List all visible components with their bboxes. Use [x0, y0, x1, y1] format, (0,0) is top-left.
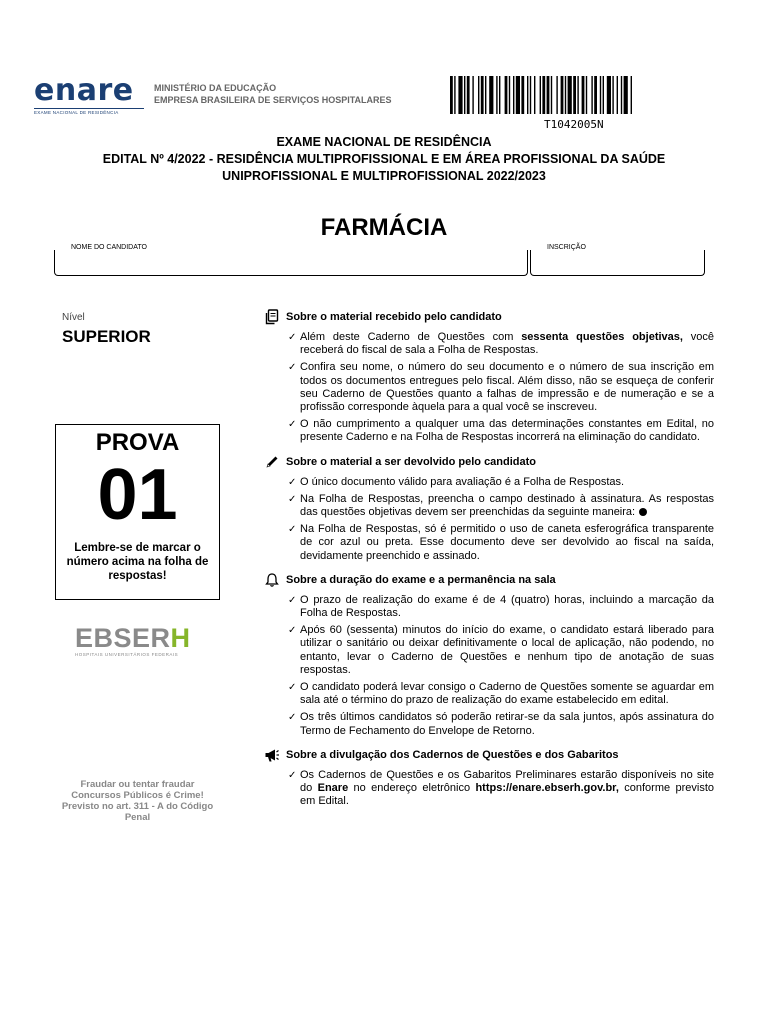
barcode-bar	[464, 76, 465, 114]
item-text-bold: Enare	[317, 782, 349, 795]
barcode-bar	[617, 76, 618, 114]
barcode-bar	[499, 76, 500, 114]
item-text: conforme previsto em Edital.	[300, 782, 715, 808]
section-items	[264, 476, 714, 563]
barcode-bar	[542, 76, 545, 114]
item-text: Além deste Caderno de Questões com	[300, 331, 522, 343]
prova-box	[55, 424, 220, 600]
list-item: ✓ Confira seu nome, o número do seu documento e o número de sua inscrição em todos os documentos entregues pelo fiscal. Além disso, não se esqueça de conferir seu Caderno de Questões quanto a falhas de impressão e de numeração e se a profissão corresponde àquela para a qual você se inscreveu.	[288, 361, 714, 414]
list-item	[288, 493, 714, 519]
megaphone-icon	[264, 747, 280, 763]
barcode-bar	[594, 76, 597, 114]
barcode-bar	[458, 76, 462, 114]
enare-logo-subtitle: EXAME NACIONAL DE RESIDÊNCIA	[34, 108, 144, 115]
barcode-bar	[607, 76, 611, 114]
exam-titles	[0, 134, 768, 185]
barcode	[450, 76, 706, 114]
instructions	[264, 309, 714, 817]
section-material-devolvido	[264, 454, 714, 563]
subject-title: FARMÁCIA	[320, 214, 448, 241]
barcode-bar	[603, 76, 604, 114]
list-item: ✓ O único documento válido para avaliação é a Folha de Respostas.	[288, 476, 714, 489]
barcode-bar	[472, 76, 473, 114]
section-title	[264, 454, 714, 470]
barcode-bar	[547, 76, 550, 114]
exam-title-line-3: UNIPROFISSIONAL E MULTIPROFISSIONAL 2022/2023	[222, 169, 546, 183]
enare-logo-word: enare	[34, 73, 134, 108]
bell-icon	[264, 572, 280, 588]
barcode-bar	[481, 76, 484, 114]
list-item: ✓ O candidato poderá levar consigo o Caderno de Questões somente se aguardar em sala até o término do prazo de realização do exame estabelecido em edital.	[288, 681, 714, 707]
list-item: ✓ O prazo de realização do exame é de 4 (quatro) horas, incluindo a marcação da Folha de Respostas.	[288, 594, 714, 620]
crime-warning: Fraudar ou tentar fraudar Concursos Públicos é Crime! Previsto no art. 311 - A do Código Penal	[61, 779, 214, 823]
section-material-recebido	[264, 309, 714, 445]
filled-bubble-icon	[639, 508, 647, 516]
barcode-bar	[631, 76, 632, 114]
item-text-bold: sessenta questões objetivas,	[521, 331, 683, 343]
barcode-bar	[591, 76, 592, 114]
barcode-bar	[586, 76, 587, 114]
ebserh-logo-subtitle: HOSPITAIS UNIVERSITÁRIOS FEDERAIS	[75, 652, 179, 657]
barcode-bar	[534, 76, 535, 114]
list-item: ✓ Na Folha de Respostas, só é permitido o uso de caneta esferográfica transparente de cor azul ou preta. Esse documento deve ser devolvido ao fiscal na saída, devidamente preenchido e assinado.	[288, 523, 714, 563]
section-title	[264, 309, 714, 325]
section-title-text: Sobre o material recebido pelo candidato	[286, 311, 502, 323]
section-title-text: Sobre o material a ser devolvido pelo candidato	[286, 455, 537, 468]
enare-link[interactable]: https://enare.ebserh.gov.br,	[475, 782, 619, 795]
prova-number: 01	[97, 455, 178, 535]
candidate-name-field[interactable]	[54, 244, 528, 276]
section-items	[264, 331, 714, 445]
list-item	[288, 331, 714, 357]
ebserh-logo	[75, 624, 205, 657]
prova-note: Lembre-se de marcar o número acima na folha de respostas!	[66, 542, 209, 582]
inscricao-field[interactable]	[530, 244, 705, 276]
ministry-text	[154, 82, 392, 106]
barcode-bar	[521, 76, 524, 114]
item-text: você receberá do fiscal de sala a Folha de Respostas.	[300, 331, 715, 357]
enare-logo	[34, 73, 144, 115]
ministry-line-2: EMPRESA BRASILEIRA DE SERVIÇOS HOSPITALARES	[154, 95, 392, 105]
barcode-bar	[600, 76, 601, 114]
barcode-bar	[540, 76, 541, 114]
barcode-bar	[489, 76, 493, 114]
barcode-code: T1042005N	[544, 118, 604, 131]
barcode-bar	[467, 76, 470, 114]
exam-title-line-2: EDITAL Nº 4/2022 - RESIDÊNCIA MULTIPROFISSIONAL E EM ÁREA PROFISSIONAL DA SAÚDE	[102, 152, 666, 166]
item-text: no endereço eletrônico	[348, 782, 476, 795]
ebserh-logo-word-b: H	[170, 623, 191, 653]
barcode-bar	[530, 76, 531, 114]
section-divulgacao	[264, 747, 714, 809]
barcode-bar	[516, 76, 520, 114]
barcode-bar	[561, 76, 564, 114]
barcode-bar	[621, 76, 622, 114]
left-column	[55, 300, 230, 347]
inscricao-label: INSCRIÇÃO	[547, 244, 586, 251]
section-title-text: Sobre a duração do exame e a permanência na sala	[286, 573, 556, 586]
barcode-bar	[577, 76, 578, 114]
section-title-text: Sobre a divulgação dos Cadernos de Questões e dos Gabaritos	[286, 748, 619, 761]
barcode-bar	[568, 76, 572, 114]
barcode-bar	[556, 76, 557, 114]
documents-icon	[264, 309, 280, 325]
section-items	[264, 769, 714, 809]
barcode-bar	[505, 76, 508, 114]
list-item	[288, 769, 714, 809]
section-title	[264, 747, 714, 763]
barcode-bar	[485, 76, 486, 114]
barcode-bar	[573, 76, 576, 114]
list-item: ✓ O não cumprimento a qualquer uma das determinações constantes em Edital, no presente Caderno e na Folha de Respostas incorrerá na eliminação do candidato.	[288, 418, 714, 444]
section-title	[264, 572, 714, 588]
nivel-label: Nível	[62, 312, 85, 323]
barcode-bar	[450, 76, 453, 114]
barcode-bar	[509, 76, 510, 114]
ebserh-logo-word-a: EBSER	[75, 623, 171, 653]
barcode-bar	[513, 76, 514, 114]
section-duracao	[264, 572, 714, 738]
nivel-value: SUPERIOR	[62, 327, 151, 346]
barcode-bar	[582, 76, 585, 114]
page-header	[34, 72, 734, 131]
ministry-line-1: MINISTÉRIO DA EDUCAÇÃO	[154, 83, 277, 93]
item-text: Na Folha de Respostas, preencha o campo destinado à assinatura. As respostas das questões objetivas devem ser preenchidas da seguinte maneira:	[300, 492, 714, 519]
prova-label: PROVA	[95, 429, 180, 456]
ebserh-logo-word	[75, 624, 205, 652]
item-text: Os Cadernos de Questões e os Gabaritos Preliminares estarão disponíveis no site do	[300, 768, 714, 795]
barcode-bar	[478, 76, 479, 114]
pencil-icon	[264, 454, 280, 470]
barcode-bar	[565, 76, 566, 114]
barcode-bar	[496, 76, 497, 114]
barcode-bar	[612, 76, 613, 114]
barcode-bar	[527, 76, 528, 114]
candidate-name-label: NOME DO CANDIDATO	[71, 244, 147, 251]
section-items	[264, 594, 714, 738]
barcode-bar	[624, 76, 628, 114]
barcode-bar	[454, 76, 455, 114]
barcode-bar	[551, 76, 552, 114]
list-item: ✓ Os três últimos candidatos só poderão retirar-se da sala juntos, após assinatura do Termo de Fechamento do Envelope de Retorno.	[288, 711, 714, 737]
list-item: ✓ Após 60 (sessenta) minutos do início do exame, o candidato estará liberado para utilizar o sanitário ou deixar definitivamente o local de aplicação, não podendo, no entanto, levar o Caderno de Questões e nenhum tipo de anotação de suas respostas.	[288, 624, 714, 677]
exam-title-line-1: EXAME NACIONAL DE RESIDÊNCIA	[276, 135, 492, 149]
